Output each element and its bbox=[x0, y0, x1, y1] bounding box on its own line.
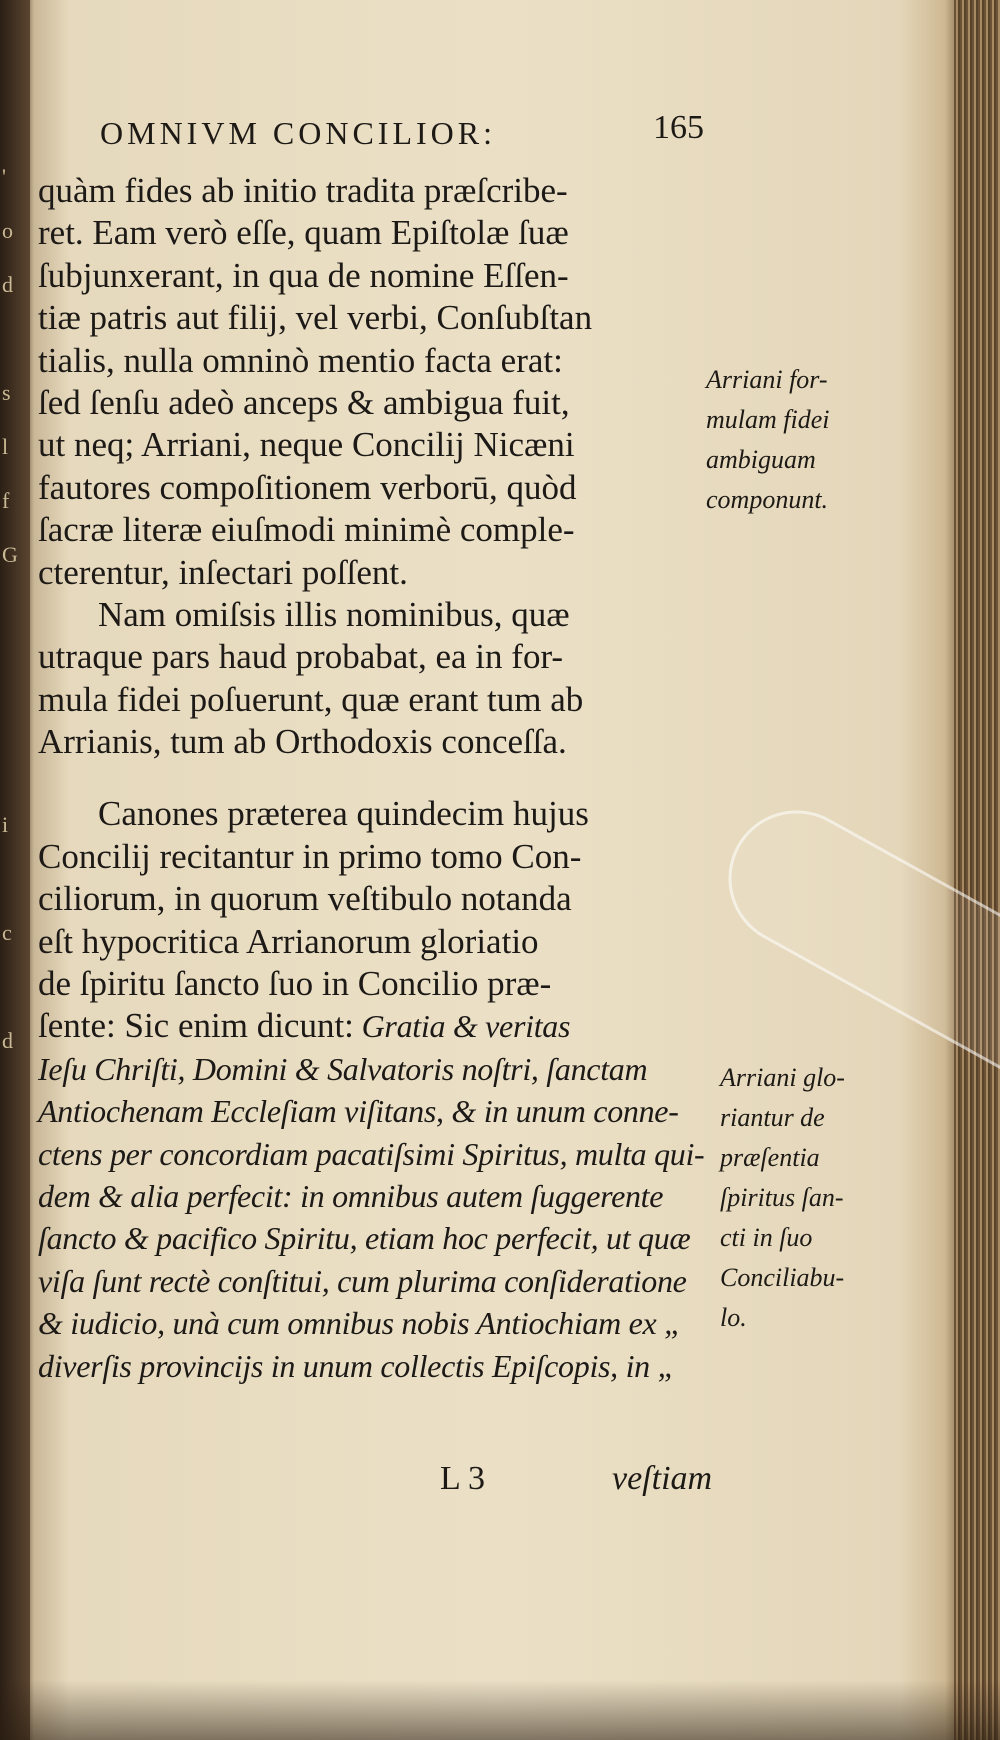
text-line: Ieſu Chriſti, Domini & Salvatoris noſtri, ſanctam bbox=[38, 1050, 648, 1087]
page-edges bbox=[954, 0, 1000, 1740]
margin-note-line: cti in ſuo bbox=[720, 1223, 813, 1252]
margin-note-line: mulam fidei bbox=[706, 405, 830, 434]
text-line: Antiochenam Eccleſiam viſitans, & in unum conne- bbox=[38, 1093, 679, 1130]
text-line: ret. Eam verò eſſe, quam Epiſtolæ ſuæ bbox=[38, 213, 569, 253]
text-line: ut neq; Arriani, neque Concilij Nicæni bbox=[38, 425, 575, 465]
margin-note-line: Conciliabu- bbox=[720, 1263, 845, 1292]
text-italic-part: Gratia & veritas bbox=[353, 1008, 571, 1045]
text-line: cterentur, inſectari poſſent. bbox=[38, 552, 408, 592]
running-title: OMNIVM CONCILIOR: bbox=[100, 115, 496, 151]
margin-note-line: ambiguam bbox=[706, 445, 816, 474]
text-line: Nam omiſsis illis nominibus, quæ bbox=[98, 594, 570, 634]
text-line: utraque pars haud probabat, ea in for- bbox=[38, 637, 564, 677]
signature-mark: L 3 bbox=[440, 1460, 486, 1497]
text-line: ſancto & pacifico Spiritu, etiam hoc perfecit, ut quæ bbox=[38, 1220, 691, 1257]
text-line: viſa ſunt rectè conſtitui, cum plurima conſideratione bbox=[38, 1262, 687, 1299]
main-text-block bbox=[38, 170, 718, 1387]
running-header bbox=[100, 109, 704, 152]
text-line: Arrianis, tum ab Orthodoxis conceſſa. bbox=[38, 722, 567, 762]
facing-page-bleed: ' o d s l f G i c d bbox=[2, 164, 18, 1053]
text-line: tiæ patris aut filij, vel verbi, Conſubſtan bbox=[38, 298, 593, 338]
page-number: 165 bbox=[653, 109, 704, 146]
text-line: Canones præterea quindecim hujus bbox=[98, 794, 589, 834]
margin-note-line: lo. bbox=[720, 1303, 747, 1332]
text-line: ctens per concordiam pacatiſsimi Spiritus, multa qui- bbox=[38, 1135, 705, 1172]
paragraph-gap bbox=[38, 763, 718, 793]
text-line: ſed ſenſu adeò anceps & ambigua fuit, bbox=[38, 382, 570, 422]
text-line bbox=[38, 1005, 718, 1047]
text-line: fautores compoſitionem verborū, quòd bbox=[38, 467, 577, 507]
text-line: quàm fides ab initio tradita præſcribe- bbox=[38, 171, 568, 210]
text-line: Concilij recitantur in primo tomo Con- bbox=[38, 836, 582, 876]
text-line: de ſpiritu ſancto ſuo in Concilio præ- bbox=[38, 964, 552, 1004]
text-line: tialis, nulla omninò mentio facta erat: bbox=[38, 340, 563, 380]
bottom-shadow bbox=[0, 1680, 1000, 1740]
margin-note-arriani-formulam bbox=[706, 360, 830, 520]
margin-note-line: præſentia bbox=[720, 1143, 820, 1172]
margin-note-line: componunt. bbox=[706, 485, 829, 514]
margin-note-line: riantur de bbox=[720, 1103, 825, 1132]
text-line: ciliorum, in quorum veſtibulo notanda bbox=[38, 879, 572, 919]
text-line: diverſis provincijs in unum collectis Epiſcopis, in „ bbox=[38, 1347, 676, 1384]
text-line: ſacræ literæ eiuſmodi minimè comple- bbox=[38, 510, 575, 550]
text-line: mula fidei poſuerunt, quæ erant tum ab bbox=[38, 679, 584, 719]
text-line: eſt hypocritica Arrianorum gloriatio bbox=[38, 921, 539, 961]
margin-note-line: Arriani for- bbox=[706, 365, 828, 394]
text-line: dem & alia perfecit: in omnibus autem ſuggerente bbox=[38, 1177, 664, 1214]
margin-note-arriani-gloriantur bbox=[720, 1058, 845, 1338]
catchword: veſtiam bbox=[612, 1460, 713, 1497]
text-roman-part: ſente: Sic enim dicunt: bbox=[38, 1006, 354, 1046]
margin-note-line: ſpiritus ſan- bbox=[720, 1183, 844, 1212]
margin-note-line: Arriani glo- bbox=[720, 1063, 845, 1092]
text-line: & iudicio, unà cum omnibus nobis Antiochiam ex „ bbox=[38, 1305, 682, 1342]
text-line: ſubjunxerant, in qua de nomine Eſſen- bbox=[38, 255, 569, 295]
